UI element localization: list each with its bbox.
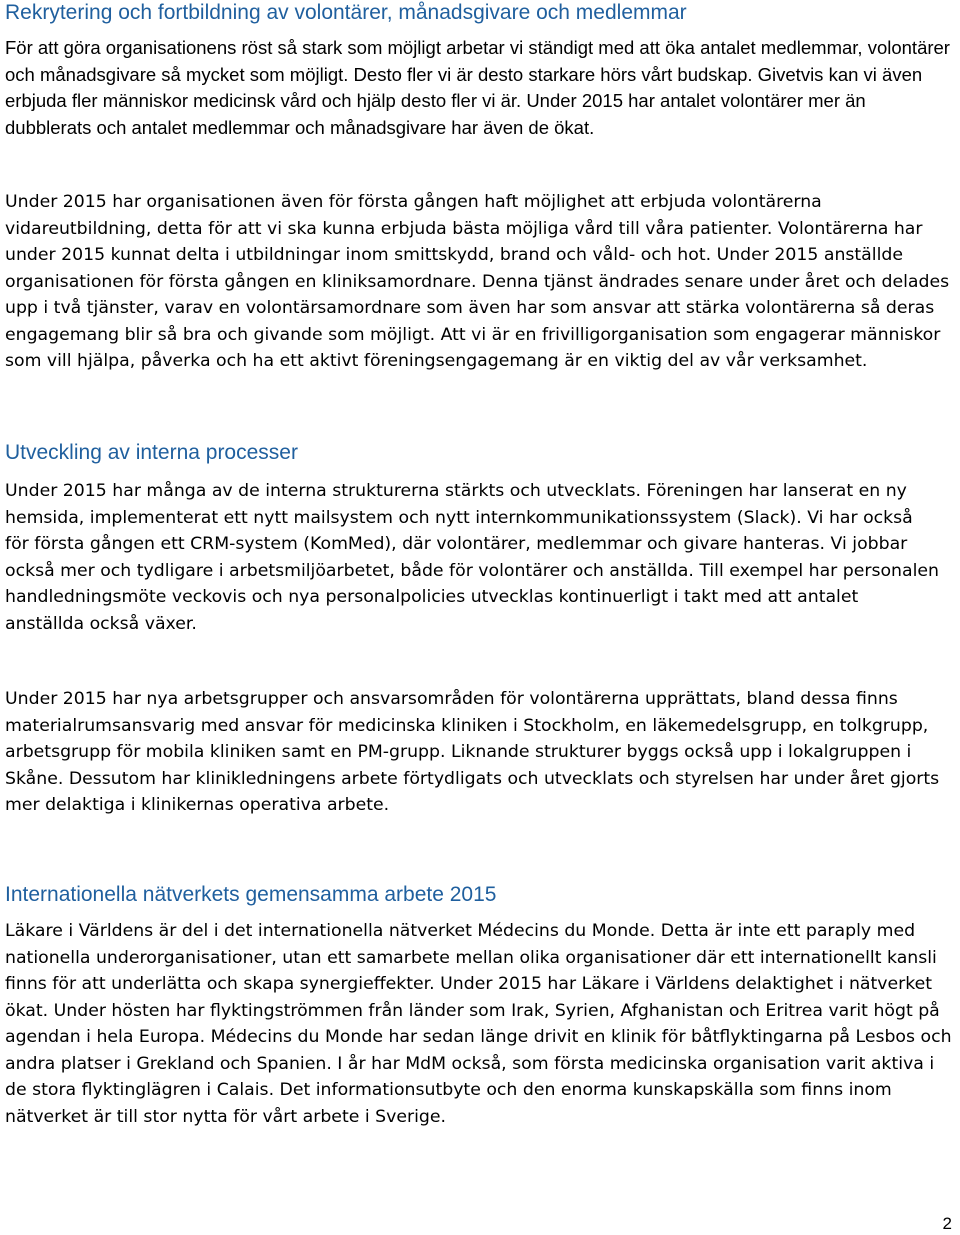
paragraph-recruitment-training: Under 2015 har organisationen även för första gången haft möjlighet att erbjuda volontärerna vidareutbildning, detta för att vi ska kunna erbjuda bästa möjliga vård till våra patienter. Volontärerna har under 2015 kunnat delta i utbildningar inom smittskydd, brand och våld- och hot. Under 2015 anställde organisationen för första gången en kliniksamordnare. Denna tjänst ändrades senare under året och delades upp i två tjänster, varav en volontärsamordnare som även har som ansvar att stärka volontärerna så deras engagemang blir så bra och givande som möjligt. Att vi är en frivilligorganisation som engagerar människor som vill hjälpa, påverka och ha ett aktivt föreningsengagemang är en viktig del av vår verksamhet. — [5, 192, 950, 371]
paragraph-working-groups: Under 2015 har nya arbetsgrupper och ansvarsområden för volontärerna upprättats, bland dessa finns materialrumsansvarig med ansvar för medicinska kliniken i Stockholm, en läkemedelsgrupp, en tolkgrupp, arbetsgrupp för mobila kliniken samt en PM-grupp. Liknande strukturer byggs också upp i lokalgruppen i Skåne. Dessutom har klinikledningens arbete förtydligats och utvecklats och styrelsen har under året gjorts mer delaktiga i klinikernas operativa arbete. — [5, 689, 940, 815]
section-title-internal-processes: Utveckling av interna processer — [5, 441, 298, 464]
page-number: 2 — [942, 1214, 952, 1233]
paragraph-international-network: Läkare i Världens är del i det internationella nätverket Médecins du Monde. Detta är inte ett paraply med nationella underorganisationer, utan ett samarbete mellan olika organisationer där ett internationellt kansli finns för att underlätta och skapa synergieffekter. Under 2015 har Läkare i Världens delaktighet i nätverket ökat. Under hösten har flyktingströmmen från länder som Irak, Syrien, Afghanistan och Eritrea varit högt på agendan i hela Europa. Médecins du Monde har sedan länge drivit en klinik för båtflyktingarna på Lesbos och andra platser i Grekland och Spanien. I år har MdM också, som första medicinska organisation varit aktiva i de stora flyktinglägren i Calais. Det informationsutbyte och den enorma kunskapskälla som finns inom nätverket är till stor nytta för vårt arbete i Sverige. — [5, 921, 952, 1127]
paragraph-internal-structures: Under 2015 har många av de interna strukturerna stärkts och utvecklats. Föreningen har lanserat en ny hemsida, implementerat ett nytt mailsystem och nytt internkommunikationssystem (Slack). Vi har också för första gången ett CRM-system (KomMed), där volontärer, medlemmar och givare hanteras. Vi jobbar också mer och tydligare i arbetsmiljöarbetet, både för volontärer och anställda. Till exempel har personalen handledningsmöte veckovis och nya personalpolicies utvecklas kontinuerligt i takt med att antalet anställda också växer. — [5, 481, 939, 634]
paragraph-recruitment-intro: För att göra organisationens röst så stark som möjligt arbetar vi ständigt med att öka antalet medlemmar, volontärer och månadsgivare så mycket som möjligt. Desto fler vi är desto starkare hörs vårt budskap. Givetvis kan vi även erbjuda fler människor medicinsk vård och hjälp desto fler vi är. Under 2015 har antalet volontärer mer än dubblerats och antalet medlemmar och månadsgivare har även de ökat. — [5, 37, 950, 138]
section-title-recruitment: Rekrytering och fortbildning av volontärer, månadsgivare och medlemmar — [5, 1, 687, 24]
section-title-international-network: Internationella nätverkets gemensamma arbete 2015 — [5, 883, 497, 906]
